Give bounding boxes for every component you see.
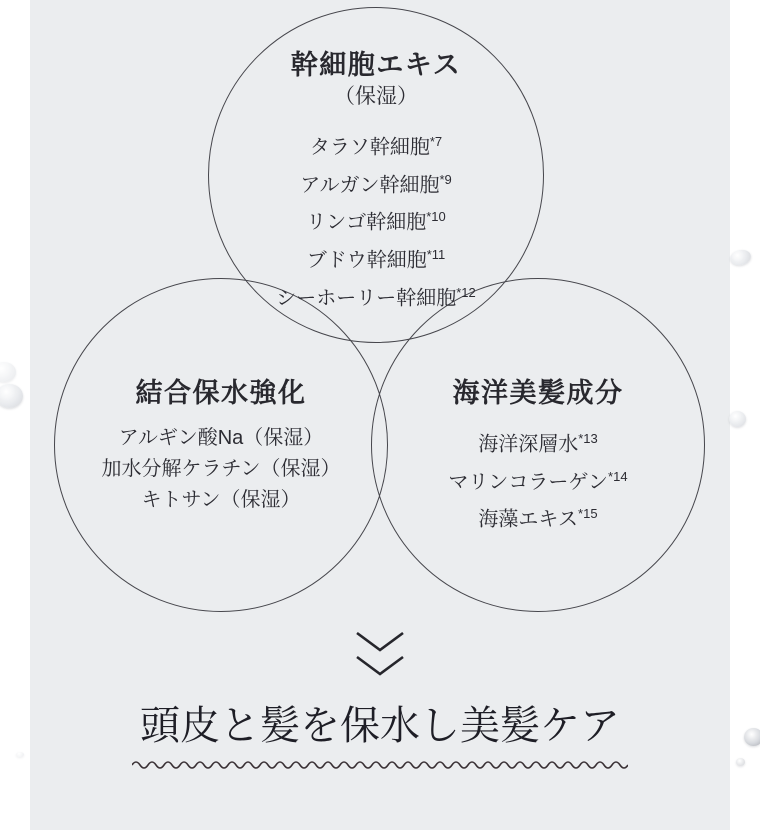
water-droplet-icon: [736, 758, 745, 766]
marine-circle-content: [358, 376, 718, 536]
ingredient-item: シーホーリー幹細胞$^{*12}$: [276, 284, 476, 310]
double-chevron-down-icon: [355, 631, 405, 677]
ingredient-item: 海洋深層水$^{*13}$: [478, 431, 598, 456]
circle-title: 結合保水強化: [135, 378, 307, 408]
ingredient-item: リンゴ幹細胞$^{*10}$: [306, 209, 446, 234]
ingredient-list: [196, 126, 556, 314]
footnote-marker: *10: [426, 209, 446, 225]
ingredient-list: [358, 423, 718, 536]
water-droplet-icon: [744, 728, 760, 746]
water-droplet-icon: [729, 248, 753, 267]
conclusion-headline: 頭皮と髪を保水し美髪ケア: [140, 703, 620, 748]
ingredient-item: ブドウ幹細胞$^{*11}$: [306, 246, 446, 272]
ingredient-list: [41, 423, 401, 516]
ingredient-item: タラソ幹細胞$^{*7}$: [309, 134, 443, 159]
stem-cell-circle-content: [196, 48, 556, 314]
ingredient-item: 加水分解ケラチン（保湿）: [101, 458, 341, 480]
water-droplet-icon: [0, 384, 23, 408]
ingredient-item: キトサン（保湿）: [141, 489, 301, 511]
footnote-marker: *13: [578, 431, 598, 446]
footnote-marker: *11: [426, 246, 446, 262]
water-droplet-icon: [729, 411, 746, 427]
wavy-underline: [132, 758, 628, 772]
ingredient-item: アルギン酸Na（保湿）: [118, 427, 324, 449]
water-droplet-icon: [16, 752, 24, 757]
circle-title: 海洋美髪成分: [452, 378, 624, 408]
circle-subtitle: （保湿）: [334, 85, 418, 108]
ingredient-item: アルガン幹細胞$^{*9}$: [300, 171, 452, 197]
footnote-marker: *12: [456, 284, 476, 300]
water-droplet-icon: [0, 362, 16, 382]
binding-water-circle-content: [41, 376, 401, 516]
ingredient-item: マリンコラーゲン$^{*14}$: [448, 468, 628, 494]
ingredient-item: 海藻エキス$^{*15}$: [478, 506, 598, 531]
footnote-marker: *15: [578, 506, 598, 522]
footnote-marker: *14: [608, 468, 628, 484]
circle-title: 幹細胞エキス: [290, 50, 462, 80]
footnote-marker: *7: [429, 134, 443, 149]
footnote-marker: *9: [439, 171, 452, 187]
